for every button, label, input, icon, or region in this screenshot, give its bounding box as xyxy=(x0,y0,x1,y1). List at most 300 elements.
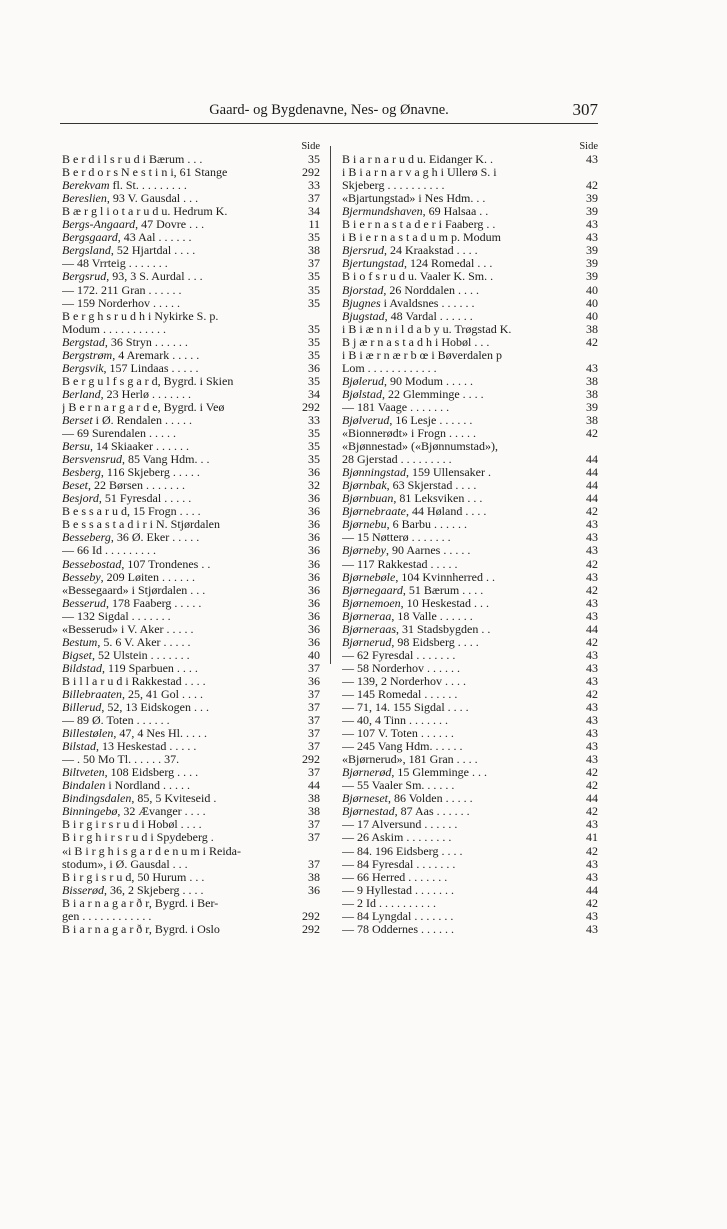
page-ref: 35 xyxy=(308,334,320,349)
running-title: Gaard- og Bygdenavne, Nes- og Ønavne. xyxy=(209,102,449,118)
page-ref: 37 xyxy=(308,700,320,715)
entry-text: Bjørnebøle, 104 Kvinnherred . . xyxy=(342,570,495,584)
index-entry xyxy=(62,284,320,297)
page-ref: 44 xyxy=(586,491,598,506)
page-ref: 35 xyxy=(308,426,320,441)
page-ref: 44 xyxy=(586,882,598,897)
page-ref: 38 xyxy=(308,243,320,258)
index-entry xyxy=(62,323,320,336)
entry-text: B e s s a s t a d i r i N. Stjørdalen xyxy=(62,518,220,532)
index-entry xyxy=(62,571,320,584)
index-entry xyxy=(62,401,320,414)
index-entry xyxy=(342,623,598,636)
page-ref: 40 xyxy=(586,295,598,310)
page-ref: 42 xyxy=(586,804,598,819)
index-entry xyxy=(342,701,598,714)
page-ref: 35 xyxy=(308,321,320,336)
entry-text: Bjønningstad, 159 Ullensaker . xyxy=(342,466,491,480)
index-entry xyxy=(342,388,598,401)
entry-text: — 40, 4 Tinn . . . . . . . xyxy=(342,714,449,728)
entry-text: Bindalen i Nordland . . . . . xyxy=(62,779,190,793)
page-ref: 37 xyxy=(308,713,320,728)
index-entry xyxy=(342,179,598,192)
page-ref: 292 xyxy=(302,921,320,936)
index-entry xyxy=(342,584,598,597)
entry-text: — 84. 196 Eidsberg . . . . xyxy=(342,844,463,858)
page-ref xyxy=(292,845,320,858)
index-entry xyxy=(62,518,320,531)
entry-text: — 66 Id . . . . . . . . . xyxy=(62,544,156,558)
entry-text: Bjørnbuan, 81 Leksviken . . . xyxy=(342,492,483,506)
index-entry xyxy=(62,766,320,779)
page-ref: 43 xyxy=(586,569,598,584)
index-entry xyxy=(62,688,320,701)
entry-text: — 71, 14. 155 Sigdal . . . . xyxy=(342,701,469,715)
index-entry xyxy=(342,401,598,414)
page-ref: 39 xyxy=(586,204,598,219)
index-entry xyxy=(62,858,320,871)
entry-text: «Bionnerødt» i Frogn . . . . . xyxy=(342,427,476,441)
entry-text: Besjord, 51 Fyresdal . . . . . xyxy=(62,492,192,506)
entry-text: Bjørneset, 86 Volden . . . . . xyxy=(342,792,473,806)
page-ref: 35 xyxy=(308,282,320,297)
entry-text: stodum», i Ø. Gausdal . . . xyxy=(62,857,188,871)
column-divider xyxy=(330,146,331,664)
index-entry xyxy=(62,192,320,205)
index-entry xyxy=(342,440,598,453)
page-ref: 39 xyxy=(586,256,598,271)
index-entry xyxy=(62,779,320,792)
page-ref: 37 xyxy=(308,686,320,701)
index-entry xyxy=(342,531,598,544)
page-ref: 292 xyxy=(302,908,320,923)
index-entry xyxy=(62,531,320,544)
entry-text: — . 50 Mo Tl. . . . . . 37. xyxy=(62,753,180,767)
page-ref: 292 xyxy=(302,165,320,180)
entry-text: «Besserud» i V. Aker . . . . . xyxy=(62,622,194,636)
entry-text: Bjorstad, 26 Norddalen . . . . xyxy=(342,283,479,297)
index-entry xyxy=(62,871,320,884)
index-entry xyxy=(342,818,598,831)
page-ref: 43 xyxy=(586,530,598,545)
entry-text: i B i æ n n i l d a b y u. Trøgstad K. xyxy=(342,322,512,336)
entry-text: «Bessegaard» i Stjørdalen . . . xyxy=(62,583,206,597)
page-ref: 35 xyxy=(308,295,320,310)
index-entry xyxy=(342,871,598,884)
index-entry xyxy=(62,805,320,818)
entry-text: «Bjartungstad» i Nes Hdm. . . xyxy=(342,192,486,206)
entry-text: Bildstad, 119 Sparbuen . . . . xyxy=(62,661,198,675)
index-entry xyxy=(62,675,320,688)
entry-text xyxy=(342,140,570,153)
index-entry xyxy=(342,884,598,897)
index-entry xyxy=(342,858,598,871)
index-entry xyxy=(342,845,598,858)
index-entry xyxy=(342,349,598,362)
page-ref: 32 xyxy=(308,478,320,493)
index-entry xyxy=(62,505,320,518)
entry-text: B e s s a r u d, 15 Frogn . . . . xyxy=(62,505,201,519)
index-entry xyxy=(62,910,320,923)
page-ref: 43 xyxy=(586,608,598,623)
index-entry xyxy=(342,453,598,466)
page-ref xyxy=(292,310,320,323)
page-ref: 36 xyxy=(308,595,320,610)
entry-text: Bigset, 52 Ulstein . . . . . . . xyxy=(62,648,190,662)
entry-text: — 145 Romedal . . . . . . xyxy=(342,687,458,701)
index-entry xyxy=(342,336,598,349)
page-ref: 43 xyxy=(586,152,598,167)
index-entry xyxy=(62,349,320,362)
index-entry xyxy=(62,492,320,505)
entry-text: B j æ r n a s t a d h i Hobøl . . . xyxy=(342,335,490,349)
index-entry xyxy=(342,270,598,283)
page-ref: 38 xyxy=(308,869,320,884)
entry-text: Berland, 23 Herlø . . . . . . . xyxy=(62,387,191,401)
page-ref: 36 xyxy=(308,465,320,480)
entry-text: — 181 Vaage . . . . . . . xyxy=(342,400,450,414)
entry-text: — 62 Fyresdal . . . . . . . xyxy=(342,648,456,662)
entry-text: — 132 Sigdal . . . . . . . xyxy=(62,609,171,623)
entry-text: Bergs-Angaard, 47 Dovre . . . xyxy=(62,218,205,232)
entry-text: Bisserød, 36, 2 Skjeberg . . . . xyxy=(62,883,204,897)
index-entry xyxy=(342,792,598,805)
entry-text: Lom . . . . . . . . . . . . xyxy=(342,361,437,375)
index-entry xyxy=(342,297,598,310)
entry-text: B i a r n a g a r ð r, Bygrd. i Oslo xyxy=(62,922,220,936)
page-ref: 44 xyxy=(586,621,598,636)
index-entry xyxy=(342,166,598,179)
page-ref: 37 xyxy=(308,739,320,754)
entry-text: — 117 Rakkestad . . . . . xyxy=(342,557,458,571)
page-ref: 39 xyxy=(586,243,598,258)
page-ref: 37 xyxy=(308,830,320,845)
index-entry xyxy=(62,414,320,427)
index-entry xyxy=(62,597,320,610)
entry-text: Bjersrud, 24 Kraakstad . . . . xyxy=(342,244,478,258)
page-ref: 42 xyxy=(586,843,598,858)
index-entry xyxy=(342,205,598,218)
entry-text: Bilstad, 13 Heskestad . . . . . xyxy=(62,740,197,754)
page-ref: 36 xyxy=(308,569,320,584)
index-entry xyxy=(62,753,320,766)
index-entry xyxy=(342,375,598,388)
index-entry xyxy=(62,636,320,649)
index-entry xyxy=(342,636,598,649)
page-ref: 40 xyxy=(586,308,598,323)
entry-text: — 26 Askim . . . . . . . . xyxy=(342,831,452,845)
entry-text: i B i a r n a r v a g h i Ullerø S. i xyxy=(342,166,497,180)
page-ref: 37 xyxy=(308,191,320,206)
index-entry xyxy=(62,218,320,231)
index-entry xyxy=(342,466,598,479)
entry-text: Bergsvik, 157 Lindaas . . . . . xyxy=(62,361,199,375)
entry-text: B i a r n a g a r ð r, Bygrd. i Ber- xyxy=(62,896,219,910)
index-entry xyxy=(342,518,598,531)
entry-text: Bjølerud, 90 Modum . . . . . xyxy=(342,374,474,388)
entry-text: Bjertungstad, 124 Romedal . . . xyxy=(342,257,493,271)
page-ref: 43 xyxy=(586,360,598,375)
page-ref: 43 xyxy=(586,713,598,728)
entry-text: — 48 Vrrteig . . . . . . . xyxy=(62,257,168,271)
page-ref: 44 xyxy=(586,465,598,480)
page-ref: 39 xyxy=(586,191,598,206)
page-ref: 36 xyxy=(308,634,320,649)
index-entry xyxy=(62,388,320,401)
entry-text: — 69 Surendalen . . . . . xyxy=(62,427,176,441)
entry-text: B e r d o r s N e s t i n i, 61 Stange xyxy=(62,166,228,180)
entry-text: Bjørnerød, 15 Glemminge . . . xyxy=(342,766,487,780)
index-entry xyxy=(342,805,598,818)
entry-text: Bjølverud, 16 Lesje . . . . . . xyxy=(342,413,473,427)
page-ref: 43 xyxy=(586,921,598,936)
entry-text: B i r g h i r s r u d i Spydeberg . xyxy=(62,831,214,845)
index-entry xyxy=(342,257,598,270)
index-entry xyxy=(62,310,320,323)
entry-text: i B i e r n a s t a d u m p. Modum xyxy=(342,231,501,245)
index-entry xyxy=(62,244,320,257)
index-entry xyxy=(62,818,320,831)
page-ref: 36 xyxy=(308,491,320,506)
entry-text: Billebraaten, 25, 41 Gol . . . . xyxy=(62,687,203,701)
entry-text: Bergsrud, 93, 3 S. Aurdal . . . xyxy=(62,270,203,284)
entry-text: Besserud, 178 Faaberg . . . . . xyxy=(62,596,202,610)
entry-text: Bergstad, 36 Stryn . . . . . . xyxy=(62,335,188,349)
index-entry xyxy=(342,597,598,610)
entry-text: B e r g u l f s g a r d, Bygrd. i Skien xyxy=(62,374,234,388)
entry-text: Beset, 22 Børsen . . . . . . . xyxy=(62,479,185,493)
page-ref: 35 xyxy=(308,373,320,388)
index-entry xyxy=(342,544,598,557)
index-entry xyxy=(62,649,320,662)
index-entry xyxy=(62,662,320,675)
page-number: 307 xyxy=(572,100,598,119)
index-entry xyxy=(62,427,320,440)
page-ref: 38 xyxy=(308,804,320,819)
entry-text: — 58 Norderhov . . . . . . xyxy=(342,661,460,675)
page-ref: 36 xyxy=(308,517,320,532)
page-ref: 37 xyxy=(308,660,320,675)
page-ref: 42 xyxy=(586,582,598,597)
index-entry xyxy=(342,218,598,231)
index-entry xyxy=(342,244,598,257)
page-ref: 38 xyxy=(308,791,320,806)
index-entry xyxy=(62,336,320,349)
entry-text: Bjørnerud, 98 Eidsberg . . . . xyxy=(342,635,479,649)
page-ref: 34 xyxy=(308,386,320,401)
index-entry xyxy=(342,492,598,505)
entry-text: j B e r n a r g a r d e, Bygrd. i Veø xyxy=(62,400,225,414)
page-ref xyxy=(292,897,320,910)
index-entry xyxy=(62,845,320,858)
index-entry xyxy=(62,440,320,453)
index-entry xyxy=(342,427,598,440)
page-ref: 37 xyxy=(308,726,320,741)
index-entry xyxy=(62,831,320,844)
page-ref: 44 xyxy=(586,791,598,806)
page-ref: 37 xyxy=(308,856,320,871)
page-ref: 42 xyxy=(586,426,598,441)
entry-text: — 66 Herred . . . . . . . xyxy=(342,870,448,884)
page-ref: 42 xyxy=(586,334,598,349)
entry-text: B i r g i s r u d, 50 Hurum . . . xyxy=(62,870,205,884)
page-ref: 36 xyxy=(308,543,320,558)
index-entry xyxy=(342,779,598,792)
index-entry xyxy=(342,897,598,910)
page-ref: 35 xyxy=(308,347,320,362)
index-entry xyxy=(342,727,598,740)
index-entry xyxy=(342,675,598,688)
index-entry xyxy=(62,153,320,166)
page-ref: 44 xyxy=(308,778,320,793)
index-entry xyxy=(62,584,320,597)
entry-text: Besseberg, 36 Ø. Eker . . . . . xyxy=(62,531,200,545)
page-ref: 292 xyxy=(302,399,320,414)
page-ref: 36 xyxy=(308,882,320,897)
entry-text: 28 Gjerstad . . . . . . . . . xyxy=(342,453,452,467)
page-ref: 36 xyxy=(308,556,320,571)
entry-text: Bersu, 14 Skiaaker . . . . . . xyxy=(62,440,189,454)
entry-text: Berekvam fl. St. . . . . . . . . xyxy=(62,179,187,193)
entry-text: — 84 Lyngdal . . . . . . . xyxy=(342,909,454,923)
page-ref: 43 xyxy=(586,856,598,871)
entry-text: — 107 V. Toten . . . . . . xyxy=(342,727,454,741)
entry-text: i B i æ r n æ r b œ i Bøverdalen p xyxy=(342,348,502,362)
page-ref: 36 xyxy=(308,530,320,545)
index-entry xyxy=(342,362,598,375)
page-ref: 42 xyxy=(586,634,598,649)
index-entry xyxy=(62,714,320,727)
index-entry xyxy=(62,166,320,179)
entry-text: Bjørnbak, 63 Skjerstad . . . . xyxy=(342,479,477,493)
page-ref: 43 xyxy=(586,726,598,741)
index-entry xyxy=(342,662,598,675)
index-entry xyxy=(62,362,320,375)
entry-text: Bergsland, 52 Hjartdal . . . . xyxy=(62,244,196,258)
entry-text: B æ r g l i o t a r u d u. Hedrum K. xyxy=(62,205,228,219)
index-entry xyxy=(62,297,320,310)
column-heading xyxy=(342,140,598,153)
page-ref: 42 xyxy=(586,686,598,701)
entry-text: — 89 Ø. Toten . . . . . . xyxy=(62,714,170,728)
page-ref: 36 xyxy=(308,582,320,597)
page-ref: 43 xyxy=(586,908,598,923)
right-column xyxy=(342,140,598,936)
entry-text: Bjugnes i Avaldsnes . . . . . . xyxy=(342,296,475,310)
entry-text: Modum . . . . . . . . . . . xyxy=(62,322,167,336)
page-ref: Side xyxy=(301,141,320,152)
index-entry xyxy=(62,558,320,571)
page-ref: 35 xyxy=(308,452,320,467)
index-entry xyxy=(342,323,598,336)
index-entry xyxy=(62,897,320,910)
index-entry xyxy=(342,740,598,753)
entry-text: Billerud, 52, 13 Eidskogen . . . xyxy=(62,701,209,715)
index-entry xyxy=(342,153,598,166)
page-ref: 38 xyxy=(586,386,598,401)
entry-text: B i r g i r s r u d i Hobøl . . . . xyxy=(62,818,202,832)
index-entry xyxy=(342,610,598,623)
index-entry xyxy=(342,479,598,492)
index-entry xyxy=(342,714,598,727)
entry-text: Bindingsdalen, 85, 5 Kviteseid . xyxy=(62,792,217,806)
page-ref: 43 xyxy=(586,217,598,232)
page-ref: 37 xyxy=(308,256,320,271)
entry-text: — 172. 211 Gran . . . . . . xyxy=(62,283,182,297)
page-ref: 36 xyxy=(308,504,320,519)
entry-text: Bessebostad, 107 Trondenes . . xyxy=(62,557,211,571)
index-entry xyxy=(342,649,598,662)
entry-text: Bestum, 5. 6 V. Aker . . . . . xyxy=(62,635,191,649)
page-ref xyxy=(570,349,598,362)
entry-text: Biltveten, 108 Eidsberg . . . . xyxy=(62,766,199,780)
index-entry xyxy=(342,571,598,584)
index-entry xyxy=(342,753,598,766)
page-ref: 34 xyxy=(308,204,320,219)
index-entry xyxy=(342,910,598,923)
entry-text: B i e r n a s t a d e r i Faaberg . . xyxy=(342,218,496,232)
page-ref: 33 xyxy=(308,412,320,427)
entry-text: Bjørnebraate, 44 Høland . . . . xyxy=(342,505,487,519)
page-ref: 43 xyxy=(586,517,598,532)
index-entry xyxy=(342,284,598,297)
index-entry xyxy=(62,231,320,244)
entry-text: Bjølstad, 22 Glemminge . . . . xyxy=(342,387,484,401)
index-entry xyxy=(62,479,320,492)
index-entry xyxy=(62,727,320,740)
page-ref: 43 xyxy=(586,543,598,558)
page-ref: 38 xyxy=(586,373,598,388)
index-entry xyxy=(62,270,320,283)
page-ref: 37 xyxy=(308,817,320,832)
page-ref: 43 xyxy=(586,739,598,754)
entry-text: B i a r n a r u d u. Eidanger K. . xyxy=(342,153,493,167)
entry-text: «Bjørnerud», 181 Gran . . . . xyxy=(342,753,478,767)
entry-text: Bjørnemoen, 10 Heskestad . . . xyxy=(342,596,489,610)
entry-text: Bereslien, 93 V. Gausdal . . . xyxy=(62,192,199,206)
entry-text: — 15 Nøtterø . . . . . . . xyxy=(342,531,451,545)
entry-text: Bjørnegaard, 51 Bærum . . . . xyxy=(342,583,484,597)
entry-text: Binningebø, 32 Ævanger . . . . xyxy=(62,805,206,819)
entry-text: Bjørnestad, 87 Aas . . . . . . xyxy=(342,805,470,819)
entry-text: Besberg, 116 Skjeberg . . . . . xyxy=(62,466,200,480)
page-ref: 43 xyxy=(586,647,598,662)
entry-text: «Bjønnestad» («Bjønnumstad»), xyxy=(342,440,498,454)
entry-text: — 9 Hyllestad . . . . . . . xyxy=(342,883,454,897)
index-entry xyxy=(342,766,598,779)
page-ref: 43 xyxy=(586,700,598,715)
page-ref: 42 xyxy=(586,504,598,519)
entry-text: Bersvensrud, 85 Vang Hdm. . . xyxy=(62,453,210,467)
index-entry xyxy=(342,831,598,844)
entry-text: B e r g h s r u d h i Nykirke S. p. xyxy=(62,309,219,323)
index-entry xyxy=(342,414,598,427)
entry-text: gen . . . . . . . . . . . . xyxy=(62,909,152,923)
page-ref: 38 xyxy=(586,321,598,336)
entry-text: B i l l a r u d i Rakkestad . . . . xyxy=(62,674,206,688)
index-entry xyxy=(342,923,598,936)
page-ref: 42 xyxy=(586,895,598,910)
entry-text: Bjugstad, 48 Vardal . . . . . . xyxy=(342,309,473,323)
page-ref: 43 xyxy=(586,817,598,832)
page-ref: 42 xyxy=(586,778,598,793)
page-ref: 292 xyxy=(302,752,320,767)
page-header xyxy=(60,102,598,124)
page-ref: 39 xyxy=(586,399,598,414)
page-ref: 36 xyxy=(308,360,320,375)
page-ref: 44 xyxy=(586,452,598,467)
page-ref: 38 xyxy=(586,412,598,427)
